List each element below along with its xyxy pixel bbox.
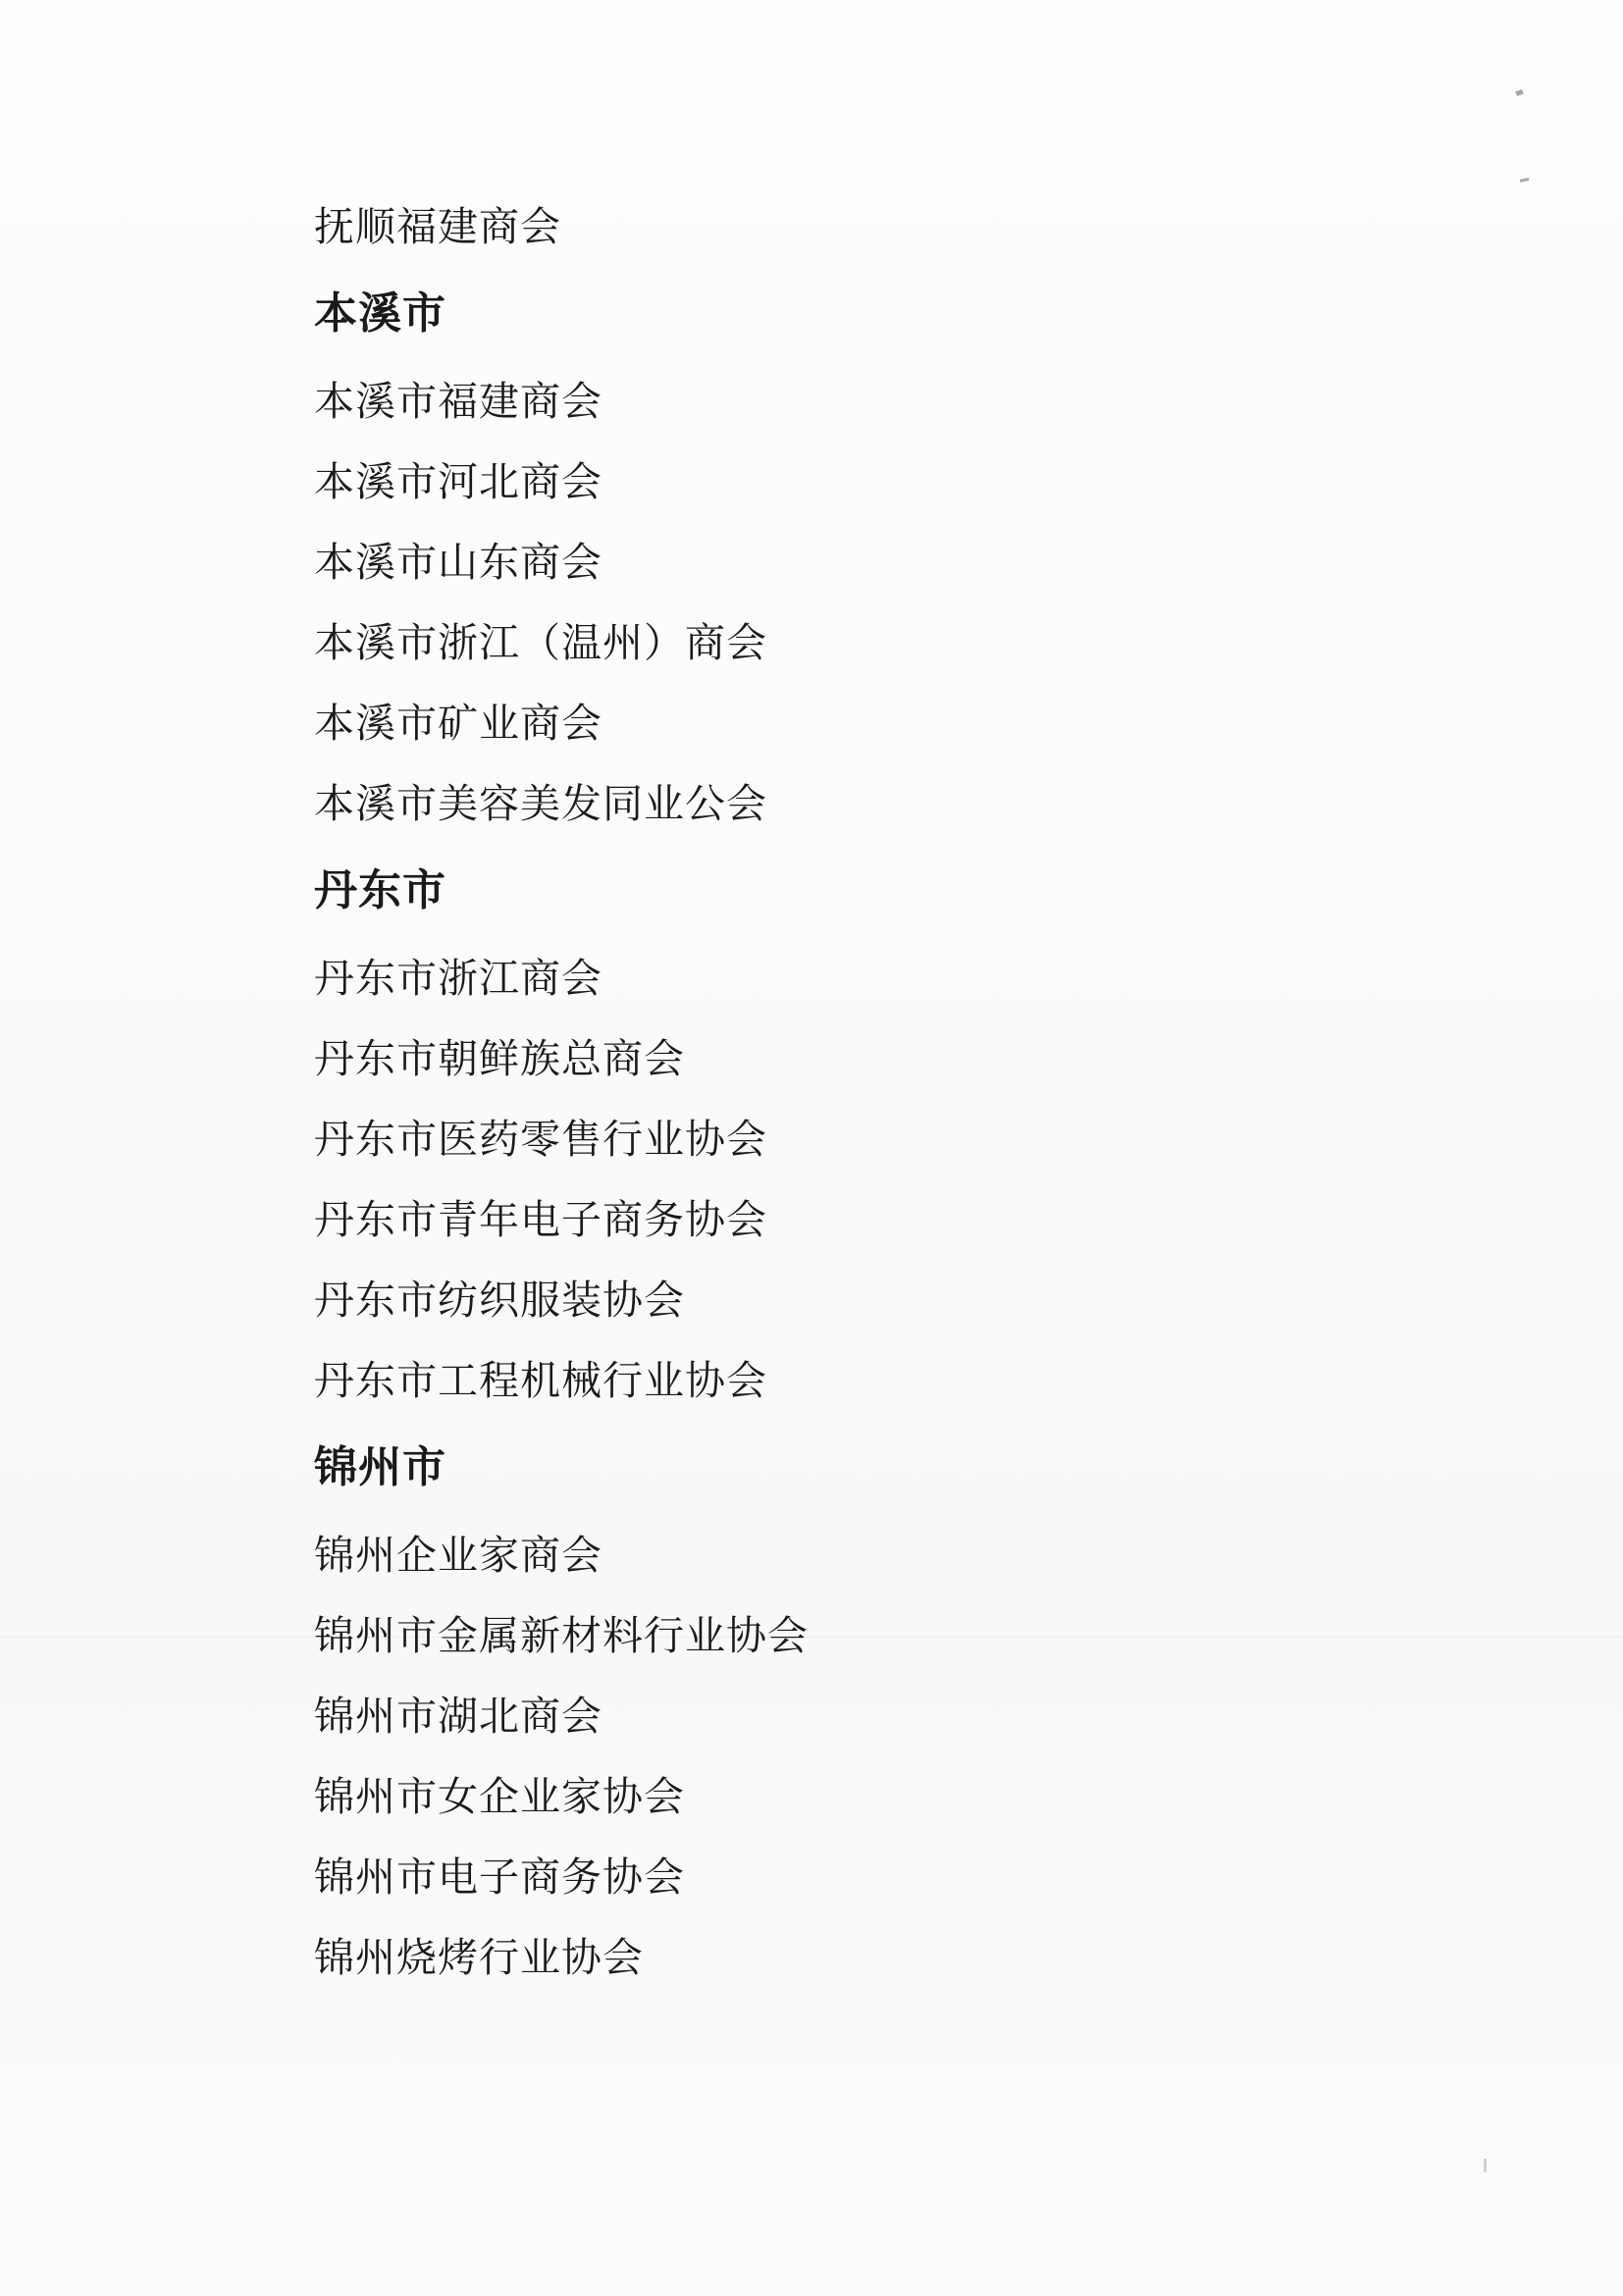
list-item: 本溪市河北商会 (314, 459, 602, 504)
list-item: 抚顺福建商会 (314, 204, 561, 249)
list-item: 锦州企业家商会 (314, 1533, 602, 1578)
list-item: 本溪市矿业商会 (314, 701, 602, 746)
scan-artifact-speck (1520, 178, 1529, 183)
list-item: 丹东市纺织服装协会 (314, 1278, 685, 1323)
list-item: 丹东市朝鲜族总商会 (314, 1036, 685, 1081)
list-item: 锦州市女企业家协会 (314, 1774, 685, 1819)
list-item: 锦州市金属新材料行业协会 (314, 1613, 809, 1658)
list-item: 锦州市湖北商会 (314, 1694, 602, 1739)
list-item: 本溪市山东商会 (314, 540, 602, 585)
scan-artifact-speck (1515, 89, 1523, 96)
section-heading: 锦州市 (314, 1443, 446, 1491)
scan-artifact-speck (1484, 2159, 1487, 2172)
document-body (314, 186, 1393, 1998)
list-item: 锦州市电子商务协会 (314, 1854, 685, 1900)
list-item: 丹东市青年电子商务协会 (314, 1197, 767, 1242)
list-item: 锦州烧烤行业协会 (314, 1935, 644, 1980)
section-heading: 本溪市 (314, 289, 446, 338)
list-item: 丹东市医药零售行业协会 (314, 1117, 767, 1162)
list-item: 丹东市浙江商会 (314, 956, 602, 1001)
list-item: 本溪市福建商会 (314, 379, 602, 424)
list-item: 本溪市浙江（温州）商会 (314, 620, 767, 665)
section-heading: 丹东市 (314, 866, 446, 914)
list-item: 本溪市美容美发同业公会 (314, 781, 767, 826)
list-item: 丹东市工程机械行业协会 (314, 1358, 767, 1403)
